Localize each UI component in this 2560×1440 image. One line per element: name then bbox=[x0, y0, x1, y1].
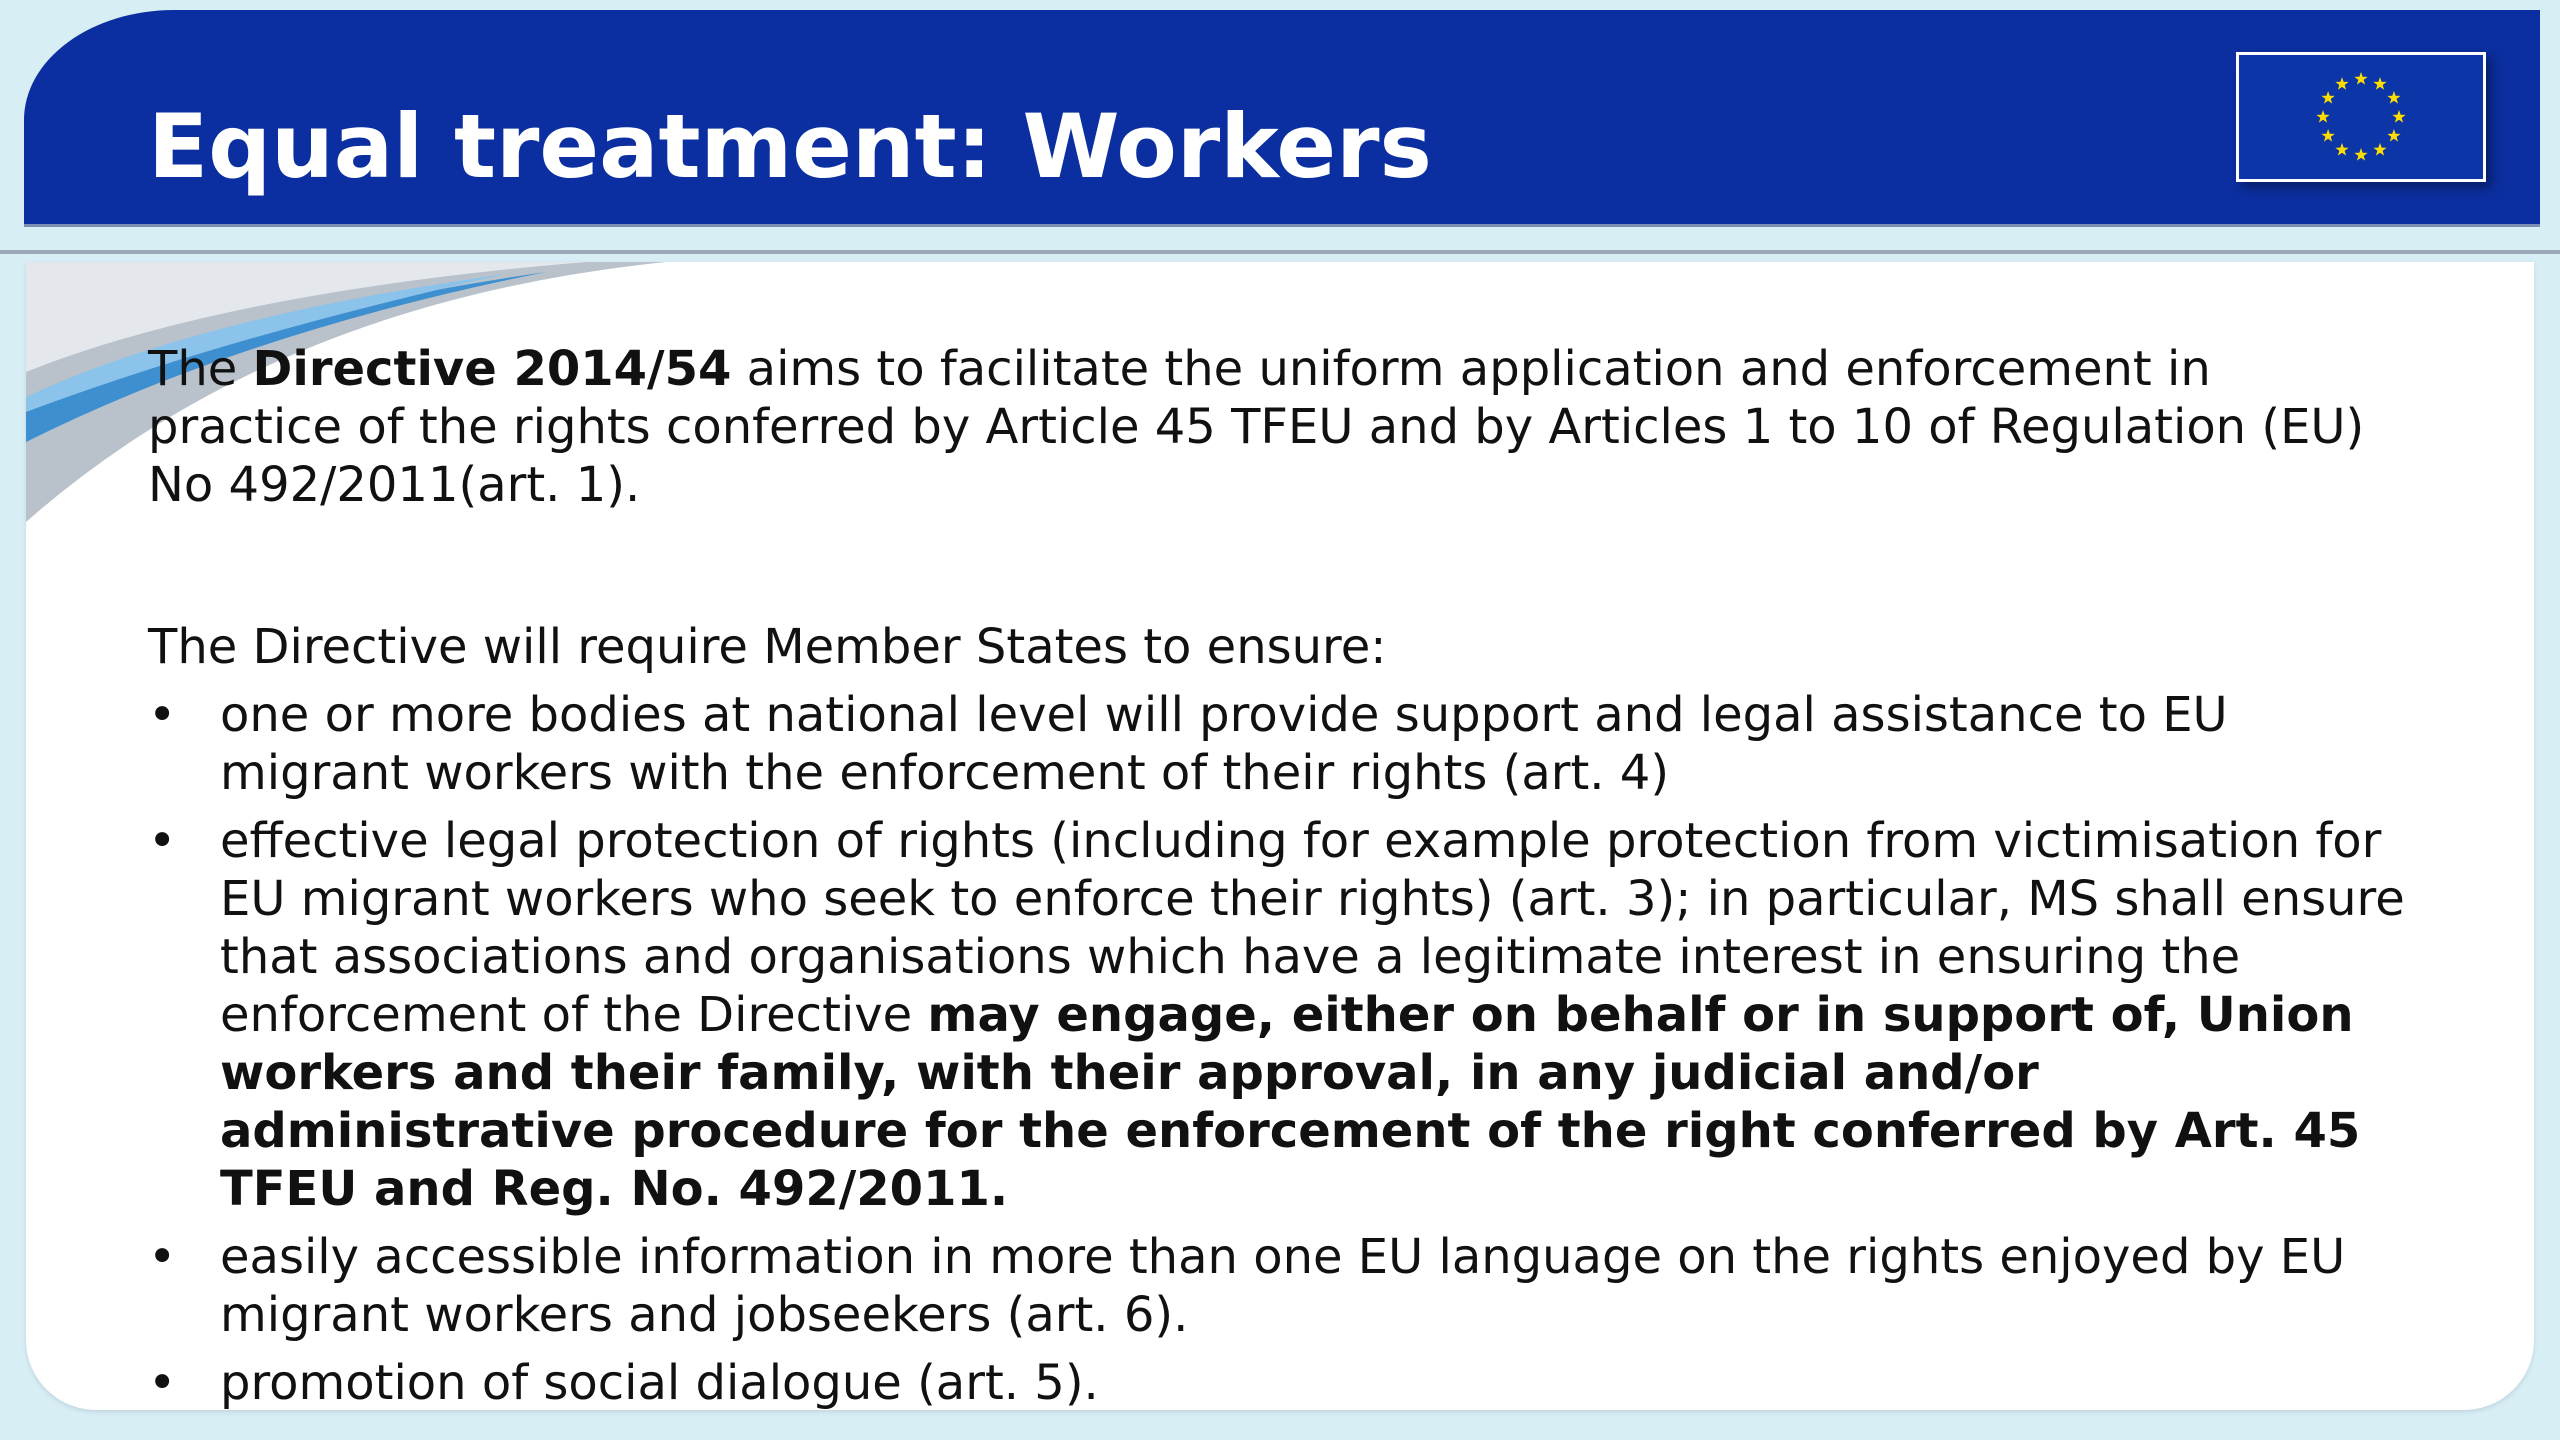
intro-directive-name: Directive 2014/54 bbox=[252, 341, 732, 397]
star-icon bbox=[2321, 129, 2334, 142]
requirements-list bbox=[148, 686, 2418, 1412]
star-icon bbox=[2335, 143, 2348, 156]
list-item-text: effective legal protection of rights (including for example protection from victimisation for EU migrant workers who seek to enforce their rights) (art. 3); in particular, MS shall ensure that associations and organisations which have a legitimate interest in ensuring the enforcement of the Directive bbox=[220, 813, 2405, 1043]
header-divider bbox=[0, 250, 2560, 254]
list-item bbox=[148, 1354, 2418, 1412]
list-item bbox=[148, 686, 2418, 802]
slide-body bbox=[148, 340, 2418, 1422]
star-icon bbox=[2335, 77, 2348, 90]
list-item-text: easily accessible information in more than one EU language on the rights enjoyed by EU migrant workers and jobseekers (art. 6). bbox=[220, 1229, 2346, 1343]
star-icon bbox=[2316, 110, 2329, 123]
star-icon bbox=[2354, 72, 2367, 85]
star-icon bbox=[2354, 148, 2367, 161]
list-item bbox=[148, 1228, 2418, 1344]
intro-text-rest: aims to facilitate the uniform application and enforcement in practice of the rights conferred by Article 45 TFEU and by Articles 1 to 10 of Regulation (EU) No 492/2011(art. 1). bbox=[148, 341, 2365, 513]
lead-sentence: The Directive will require Member States to ensure: bbox=[148, 619, 1387, 675]
list-item-text: promotion of social dialogue (art. 5). bbox=[220, 1355, 1099, 1411]
intro-text-start: The bbox=[148, 341, 253, 397]
star-icon bbox=[2392, 110, 2405, 123]
star-icon bbox=[2387, 91, 2400, 104]
star-icon bbox=[2321, 91, 2334, 104]
list-item bbox=[148, 812, 2418, 1218]
page-title: Equal treatment: Workers bbox=[148, 95, 1432, 198]
list-item-bold-text: may engage, either on behalf or in support of, Union workers and their family, with their approval, in any judicial and/or administrative procedure for the enforcement of the right conferred by Art. 45 TFEU and Reg. No. 492/2011. bbox=[220, 987, 2361, 1217]
bullet-icon: • bbox=[148, 1355, 177, 1411]
eu-flag-icon bbox=[2236, 52, 2486, 182]
bullet-icon: • bbox=[148, 813, 177, 869]
star-icon bbox=[2373, 143, 2386, 156]
bullet-icon: • bbox=[148, 687, 177, 743]
star-icon bbox=[2387, 129, 2400, 142]
intro-paragraph bbox=[148, 340, 2418, 514]
list-item-text: one or more bodies at national level will provide support and legal assistance to EU migrant workers with the enforcement of their rights (art. 4) bbox=[220, 687, 2228, 801]
bullet-icon: • bbox=[148, 1229, 177, 1285]
eu-stars bbox=[2239, 55, 2483, 179]
star-icon bbox=[2373, 77, 2386, 90]
